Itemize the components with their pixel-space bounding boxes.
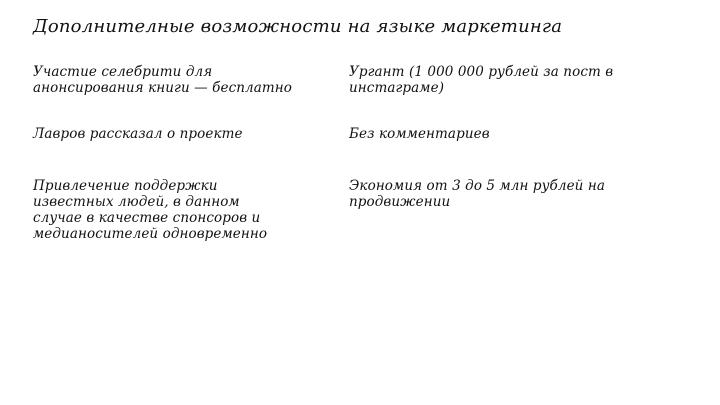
- row-left-text: Участие селебрити для анонсирования книги — бесплатно: [33, 64, 293, 96]
- row-right-text: Экономия от 3 до 5 млн рублей на продвижении: [349, 178, 606, 210]
- row-left-text: Лавров рассказал о проекте: [33, 126, 243, 142]
- table-row: [33, 64, 673, 126]
- row-right-text: Ургант (1 000 000 рублей за пост в инстаграме): [349, 64, 614, 96]
- comparison-table: [33, 64, 673, 258]
- row-right-text: Без комментариев: [349, 126, 490, 142]
- slide-title: Дополнителные возможности на языке маркетинга: [33, 16, 563, 37]
- table-row: [33, 126, 673, 178]
- row-left-text: Привлечение поддержки известных людей, в данном случае в качестве спонсоров и медианосителей одновременно: [33, 178, 268, 242]
- table-row: [33, 178, 673, 258]
